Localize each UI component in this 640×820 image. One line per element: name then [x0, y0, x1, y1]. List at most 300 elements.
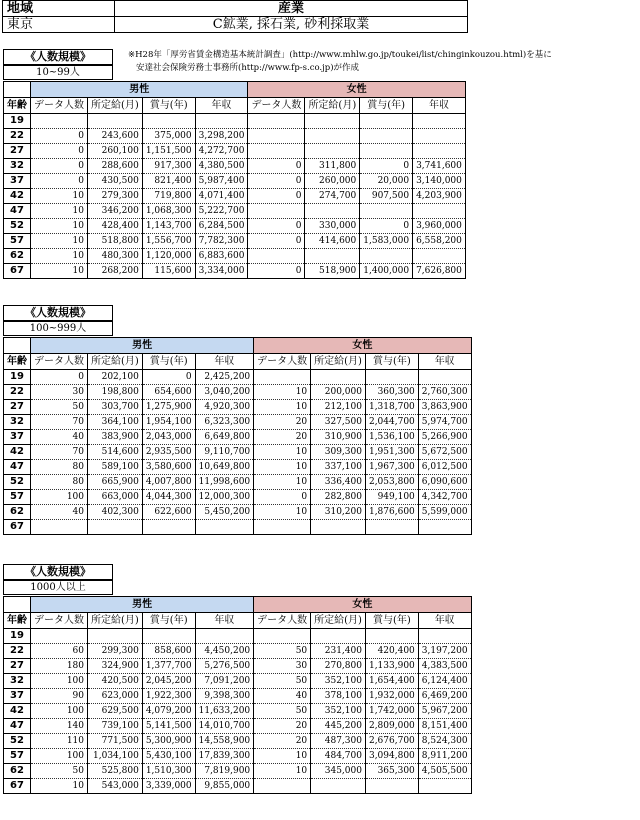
age-cell: 57 [4, 234, 31, 249]
female-annual-cell [418, 370, 471, 385]
female-annual-cell: 5,967,200 [418, 704, 471, 719]
female-annual-cell [418, 520, 471, 535]
table-row [4, 659, 472, 674]
female-monthly-cell [311, 370, 366, 385]
table-row [4, 264, 466, 279]
female-bonus-cell [365, 779, 418, 794]
male-annual-cell: 4,272,700 [195, 144, 248, 159]
age-cell: 67 [4, 264, 31, 279]
female-monthly-cell: 200,000 [311, 385, 366, 400]
male-monthly-cell: 589,100 [88, 460, 143, 475]
female-monthly-cell: 260,000 [305, 174, 360, 189]
male-monthly-cell: 383,900 [88, 430, 143, 445]
male-count-cell: 60 [31, 644, 88, 659]
male-monthly-cell: 198,800 [88, 385, 143, 400]
male-bonus-cell: 115,600 [142, 264, 195, 279]
male-header: 男性 [31, 597, 254, 613]
male-count-cell: 40 [31, 430, 88, 445]
male-count-cell: 100 [31, 704, 88, 719]
female-annual-cell: 4,505,500 [418, 764, 471, 779]
male-monthly-cell: 525,800 [88, 764, 143, 779]
male-bonus-cell [142, 520, 195, 535]
female-count-cell: 20 [254, 734, 311, 749]
male-count-cell: 10 [31, 234, 88, 249]
female-header: 女性 [254, 338, 471, 354]
female-bonus-cell [360, 144, 413, 159]
female-count-cell: 0 [248, 219, 305, 234]
male-count-header: データ人数 [31, 613, 88, 629]
female-annual-cell: 8,524,300 [418, 734, 471, 749]
male-bonus-cell [142, 629, 195, 644]
female-bonus-cell [360, 114, 413, 129]
table-row [4, 129, 466, 144]
female-bonus-cell: 1,742,000 [365, 704, 418, 719]
male-count-cell: 10 [31, 219, 88, 234]
female-monthly-cell: 336,400 [311, 475, 366, 490]
age-cell: 32 [4, 415, 31, 430]
female-monthly-cell: 274,700 [305, 189, 360, 204]
male-monthly-cell: 288,600 [88, 159, 143, 174]
male-bonus-cell: 1,151,500 [142, 144, 195, 159]
female-count-header: データ人数 [254, 354, 311, 370]
female-annual-cell [418, 779, 471, 794]
female-count-cell: 0 [248, 189, 305, 204]
male-annual-cell: 5,276,500 [195, 659, 254, 674]
table-row [4, 490, 472, 505]
female-bonus-cell: 1,318,700 [365, 400, 418, 415]
female-monthly-header: 所定給(月) [305, 98, 360, 114]
male-annual-cell: 6,883,600 [195, 249, 248, 264]
table-row [4, 764, 472, 779]
female-count-cell: 50 [254, 674, 311, 689]
female-annual-cell: 3,741,600 [413, 159, 466, 174]
female-monthly-cell: 414,600 [305, 234, 360, 249]
table-row [4, 144, 466, 159]
male-count-cell: 90 [31, 689, 88, 704]
age-cell: 37 [4, 174, 31, 189]
male-annual-header: 年収 [195, 354, 254, 370]
region-label: 地域 [3, 1, 115, 17]
female-bonus-cell [360, 249, 413, 264]
male-monthly-cell [88, 114, 143, 129]
female-annual-cell: 6,012,500 [418, 460, 471, 475]
male-monthly-cell: 260,100 [88, 144, 143, 159]
female-annual-cell: 4,203,900 [413, 189, 466, 204]
female-count-cell: 10 [254, 445, 311, 460]
female-monthly-cell: 484,700 [311, 749, 366, 764]
female-annual-cell [413, 204, 466, 219]
table-row [4, 445, 472, 460]
female-bonus-cell: 1,536,100 [365, 430, 418, 445]
table-row [4, 475, 472, 490]
female-annual-cell: 7,626,800 [413, 264, 466, 279]
male-count-cell: 10 [31, 779, 88, 794]
male-monthly-cell: 428,400 [88, 219, 143, 234]
female-bonus-header: 賞与(年) [360, 98, 413, 114]
female-count-cell: 0 [248, 234, 305, 249]
male-monthly-cell: 346,200 [88, 204, 143, 219]
gender-header-row [4, 82, 466, 98]
male-annual-cell: 14,558,900 [195, 734, 254, 749]
male-monthly-cell: 402,300 [88, 505, 143, 520]
female-annual-cell: 3,960,000 [413, 219, 466, 234]
male-count-cell [31, 520, 88, 535]
male-annual-cell: 5,222,700 [195, 204, 248, 219]
age-cell: 47 [4, 204, 31, 219]
age-cell: 32 [4, 674, 31, 689]
gender-header-blank [4, 338, 31, 354]
female-monthly-cell: 310,900 [311, 430, 366, 445]
female-bonus-header: 賞与(年) [365, 613, 418, 629]
female-count-cell: 20 [254, 415, 311, 430]
male-monthly-cell: 629,500 [88, 704, 143, 719]
table-row [4, 719, 472, 734]
female-bonus-cell: 1,951,300 [365, 445, 418, 460]
male-monthly-cell: 518,800 [88, 234, 143, 249]
female-annual-header: 年収 [418, 613, 471, 629]
male-annual-cell: 10,649,800 [195, 460, 254, 475]
female-monthly-cell: 310,200 [311, 505, 366, 520]
salary-table [3, 81, 466, 279]
male-monthly-cell: 243,600 [88, 129, 143, 144]
region-value: 東京 [3, 17, 115, 33]
male-count-cell: 0 [31, 159, 88, 174]
female-bonus-cell: 2,053,800 [365, 475, 418, 490]
male-count-cell: 140 [31, 719, 88, 734]
male-bonus-cell: 719,800 [142, 189, 195, 204]
female-annual-cell: 8,911,200 [418, 749, 471, 764]
male-monthly-cell: 663,000 [88, 490, 143, 505]
male-bonus-cell: 4,079,200 [142, 704, 195, 719]
female-bonus-cell: 1,876,600 [365, 505, 418, 520]
age-cell: 62 [4, 505, 31, 520]
female-count-cell: 10 [254, 764, 311, 779]
age-cell: 52 [4, 219, 31, 234]
male-bonus-cell: 1,120,000 [142, 249, 195, 264]
table-row [4, 734, 472, 749]
female-bonus-cell: 420,400 [365, 644, 418, 659]
male-count-cell: 50 [31, 764, 88, 779]
male-count-header: データ人数 [31, 98, 88, 114]
female-monthly-cell: 337,100 [311, 460, 366, 475]
table-row [4, 159, 466, 174]
female-monthly-cell [305, 249, 360, 264]
male-count-cell: 0 [31, 370, 88, 385]
table-row [4, 749, 472, 764]
industry-value: C鉱業, 採石業, 砂利採取業 [115, 17, 468, 33]
female-monthly-cell: 445,200 [311, 719, 366, 734]
male-annual-cell: 12,000,300 [195, 490, 254, 505]
age-cell: 37 [4, 430, 31, 445]
age-cell: 52 [4, 475, 31, 490]
male-bonus-cell: 5,141,500 [142, 719, 195, 734]
male-monthly-cell: 665,900 [88, 475, 143, 490]
male-bonus-cell: 1,377,700 [142, 659, 195, 674]
table-row [4, 629, 472, 644]
age-cell: 27 [4, 144, 31, 159]
gender-header-row [4, 597, 472, 613]
male-count-cell: 110 [31, 734, 88, 749]
male-annual-cell: 11,998,600 [195, 475, 254, 490]
source-note [128, 49, 552, 75]
female-count-cell [248, 204, 305, 219]
male-annual-cell: 3,334,000 [195, 264, 248, 279]
female-monthly-header: 所定給(月) [311, 354, 366, 370]
female-monthly-header: 所定給(月) [311, 613, 366, 629]
male-annual-cell: 4,380,500 [195, 159, 248, 174]
male-count-cell: 70 [31, 445, 88, 460]
male-bonus-cell: 0 [142, 370, 195, 385]
female-bonus-cell: 1,583,000 [360, 234, 413, 249]
female-count-cell: 10 [254, 385, 311, 400]
female-monthly-cell [305, 129, 360, 144]
source-note-line2: 安達社会保険労務士事務所(http://www.fp-s.co.jp)が作成 [136, 63, 360, 73]
female-count-cell: 0 [248, 159, 305, 174]
male-bonus-header: 賞与(年) [142, 98, 195, 114]
female-count-cell [254, 520, 311, 535]
female-annual-cell: 6,558,200 [413, 234, 466, 249]
gender-header-row [4, 338, 472, 354]
male-bonus-header: 賞与(年) [142, 354, 195, 370]
male-bonus-cell: 917,300 [142, 159, 195, 174]
male-annual-cell: 6,284,500 [195, 219, 248, 234]
male-monthly-cell: 430,500 [88, 174, 143, 189]
male-count-cell: 100 [31, 490, 88, 505]
female-count-cell [254, 370, 311, 385]
female-count-cell: 20 [254, 430, 311, 445]
salary-table [3, 337, 472, 535]
size-value: 1000人以上 [3, 580, 113, 595]
age-column-header: 年齢 [4, 354, 31, 370]
age-column-header: 年齢 [4, 613, 31, 629]
male-monthly-cell: 364,100 [88, 415, 143, 430]
female-monthly-cell: 309,300 [311, 445, 366, 460]
male-annual-cell: 11,633,200 [195, 704, 254, 719]
male-annual-header: 年収 [195, 98, 248, 114]
female-annual-cell: 4,383,500 [418, 659, 471, 674]
male-annual-cell: 3,298,200 [195, 129, 248, 144]
male-count-header: データ人数 [31, 354, 88, 370]
female-annual-cell: 4,342,700 [418, 490, 471, 505]
female-monthly-cell: 352,100 [311, 674, 366, 689]
size-value: 10~99人 [3, 65, 113, 80]
male-annual-cell: 7,782,300 [195, 234, 248, 249]
age-cell: 57 [4, 749, 31, 764]
age-cell: 19 [4, 370, 31, 385]
female-bonus-cell: 1,400,000 [360, 264, 413, 279]
female-bonus-cell: 360,300 [365, 385, 418, 400]
male-header: 男性 [31, 338, 254, 354]
female-annual-cell [413, 114, 466, 129]
female-count-cell [248, 144, 305, 159]
female-count-cell [248, 129, 305, 144]
male-annual-cell: 9,110,700 [195, 445, 254, 460]
female-monthly-cell: 487,300 [311, 734, 366, 749]
male-monthly-cell: 1,034,100 [88, 749, 143, 764]
male-bonus-cell: 1,275,900 [142, 400, 195, 415]
female-annual-cell: 8,151,400 [418, 719, 471, 734]
column-header-row [4, 354, 472, 370]
male-monthly-cell: 279,300 [88, 189, 143, 204]
female-annual-cell: 6,090,600 [418, 475, 471, 490]
female-bonus-cell: 907,500 [360, 189, 413, 204]
female-bonus-cell: 1,967,300 [365, 460, 418, 475]
male-count-cell [31, 114, 88, 129]
age-cell: 47 [4, 460, 31, 475]
table-row [4, 644, 472, 659]
female-bonus-cell: 1,932,000 [365, 689, 418, 704]
size-title: 《人数規模》 [3, 564, 113, 580]
male-bonus-cell: 2,043,000 [142, 430, 195, 445]
male-annual-header: 年収 [195, 613, 254, 629]
female-monthly-cell: 330,000 [305, 219, 360, 234]
male-count-cell: 80 [31, 475, 88, 490]
male-monthly-cell: 268,200 [88, 264, 143, 279]
male-annual-cell: 9,398,300 [195, 689, 254, 704]
gender-header-blank [4, 597, 31, 613]
male-annual-cell: 7,091,200 [195, 674, 254, 689]
male-bonus-cell: 3,339,000 [142, 779, 195, 794]
female-count-cell: 10 [254, 505, 311, 520]
female-annual-cell: 5,599,000 [418, 505, 471, 520]
male-annual-cell: 6,323,300 [195, 415, 254, 430]
female-count-header: データ人数 [248, 98, 305, 114]
header-table [2, 0, 468, 33]
table-row [4, 234, 466, 249]
male-count-cell: 10 [31, 189, 88, 204]
male-bonus-cell: 1,510,300 [142, 764, 195, 779]
female-bonus-cell: 2,044,700 [365, 415, 418, 430]
male-annual-cell: 7,819,900 [195, 764, 254, 779]
male-header: 男性 [31, 82, 248, 98]
male-bonus-cell: 375,000 [142, 129, 195, 144]
male-bonus-cell: 4,044,300 [142, 490, 195, 505]
age-cell: 57 [4, 490, 31, 505]
male-monthly-cell: 623,000 [88, 689, 143, 704]
male-monthly-cell: 739,100 [88, 719, 143, 734]
male-annual-cell: 17,839,300 [195, 749, 254, 764]
female-bonus-cell [365, 629, 418, 644]
female-monthly-cell [305, 144, 360, 159]
column-header-row [4, 98, 466, 114]
female-count-cell: 20 [254, 719, 311, 734]
male-monthly-cell: 299,300 [88, 644, 143, 659]
age-cell: 62 [4, 764, 31, 779]
male-monthly-header: 所定給(月) [88, 98, 143, 114]
age-cell: 47 [4, 719, 31, 734]
female-annual-cell [413, 144, 466, 159]
table-row [4, 400, 472, 415]
table-row [4, 114, 466, 129]
male-bonus-cell: 1,954,100 [142, 415, 195, 430]
male-count-cell: 0 [31, 144, 88, 159]
age-cell: 19 [4, 114, 31, 129]
female-count-cell: 50 [254, 704, 311, 719]
female-annual-cell [413, 249, 466, 264]
male-annual-cell: 4,920,300 [195, 400, 254, 415]
table-row [4, 704, 472, 719]
female-annual-cell: 6,469,200 [418, 689, 471, 704]
age-cell: 52 [4, 734, 31, 749]
female-count-cell: 0 [254, 490, 311, 505]
female-bonus-cell: 0 [360, 219, 413, 234]
age-cell: 27 [4, 659, 31, 674]
female-count-cell: 0 [248, 264, 305, 279]
female-annual-header: 年収 [418, 354, 471, 370]
male-annual-cell: 6,649,800 [195, 430, 254, 445]
age-cell: 22 [4, 129, 31, 144]
female-annual-cell: 5,672,500 [418, 445, 471, 460]
female-monthly-cell: 231,400 [311, 644, 366, 659]
male-count-cell: 100 [31, 749, 88, 764]
table-row [4, 174, 466, 189]
female-count-cell: 10 [254, 460, 311, 475]
female-count-cell: 10 [254, 749, 311, 764]
female-annual-header: 年収 [413, 98, 466, 114]
male-monthly-cell: 303,700 [88, 400, 143, 415]
male-count-cell: 70 [31, 415, 88, 430]
female-bonus-cell [360, 129, 413, 144]
female-bonus-cell: 0 [360, 159, 413, 174]
female-monthly-cell: 352,100 [311, 704, 366, 719]
male-annual-cell: 3,040,200 [195, 385, 254, 400]
male-monthly-cell [88, 629, 143, 644]
female-annual-cell: 3,863,900 [418, 400, 471, 415]
female-count-cell: 50 [254, 644, 311, 659]
table-row [4, 249, 466, 264]
female-count-cell: 0 [248, 174, 305, 189]
female-count-cell: 10 [254, 475, 311, 490]
female-count-cell: 40 [254, 689, 311, 704]
male-monthly-cell: 771,500 [88, 734, 143, 749]
female-monthly-cell [305, 204, 360, 219]
female-monthly-cell [311, 520, 366, 535]
female-monthly-cell: 327,500 [311, 415, 366, 430]
size-value: 100~999人 [3, 321, 113, 336]
male-annual-cell [195, 520, 254, 535]
female-annual-cell: 5,266,900 [418, 430, 471, 445]
male-annual-cell: 2,425,200 [195, 370, 254, 385]
table-row [4, 674, 472, 689]
male-annual-cell: 5,450,200 [195, 505, 254, 520]
female-monthly-cell: 345,000 [311, 764, 366, 779]
male-annual-cell: 14,010,700 [195, 719, 254, 734]
female-bonus-cell: 949,100 [365, 490, 418, 505]
male-bonus-cell: 858,600 [142, 644, 195, 659]
size-title: 《人数規模》 [3, 49, 113, 65]
male-count-cell: 0 [31, 129, 88, 144]
female-monthly-cell: 311,800 [305, 159, 360, 174]
male-bonus-cell: 1,068,300 [142, 204, 195, 219]
male-bonus-cell: 622,600 [142, 505, 195, 520]
female-header: 女性 [254, 597, 471, 613]
female-monthly-cell: 212,100 [311, 400, 366, 415]
age-cell: 62 [4, 249, 31, 264]
female-bonus-cell: 365,300 [365, 764, 418, 779]
female-count-header: データ人数 [254, 613, 311, 629]
male-bonus-cell [142, 114, 195, 129]
male-annual-cell: 4,071,400 [195, 189, 248, 204]
male-annual-cell: 5,987,400 [195, 174, 248, 189]
female-monthly-cell [305, 114, 360, 129]
male-annual-cell [195, 114, 248, 129]
table-row [4, 385, 472, 400]
age-cell: 22 [4, 385, 31, 400]
female-count-cell [248, 114, 305, 129]
table-row [4, 430, 472, 445]
female-bonus-cell: 1,133,900 [365, 659, 418, 674]
female-monthly-cell: 518,900 [305, 264, 360, 279]
